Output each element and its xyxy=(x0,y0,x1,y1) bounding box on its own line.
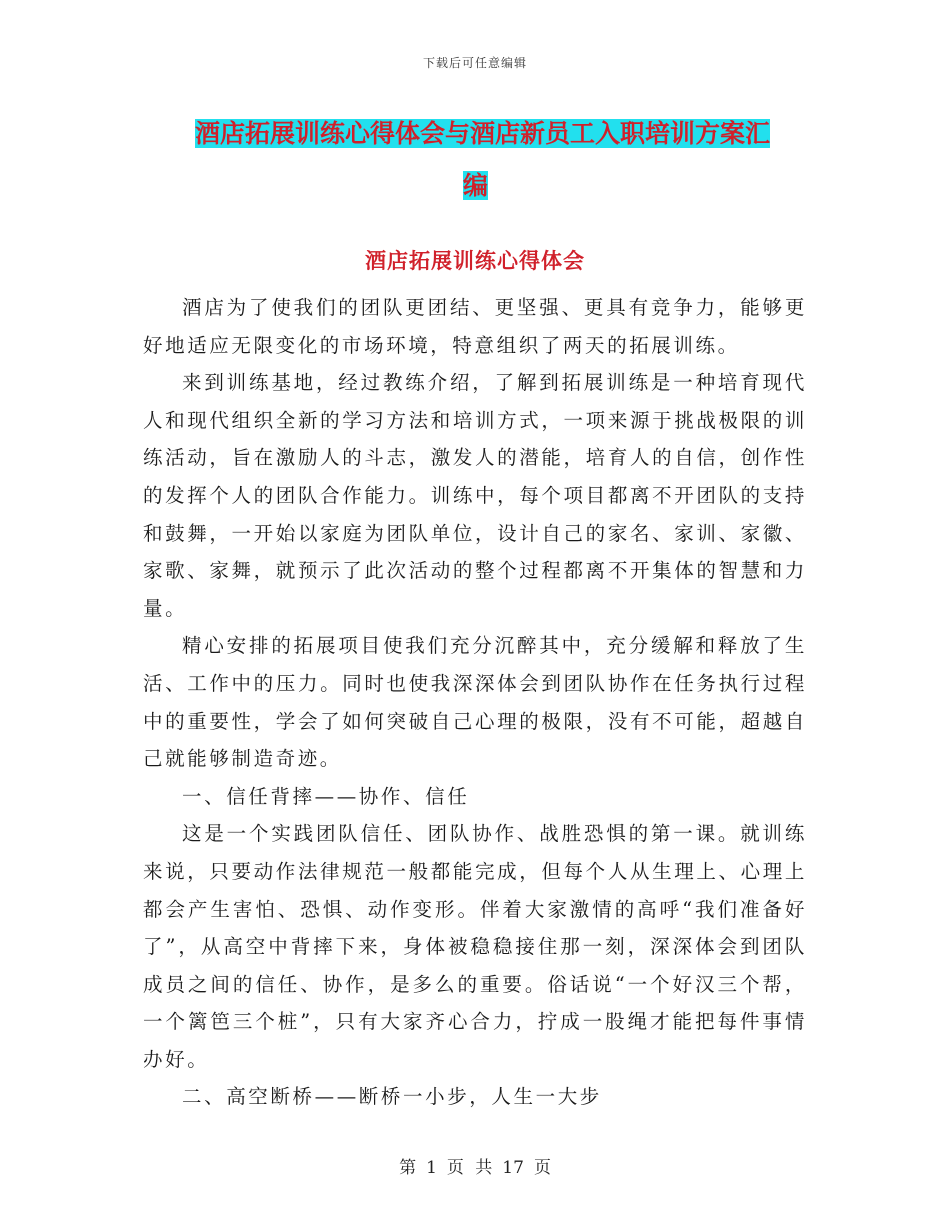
paragraph: 精心安排的拓展项目使我们充分沉醉其中，充分缓解和释放了生活、工作中的压力。同时也使我深深体会到团队协作在任务执行过程中的重要性，学会了如何突破自己心理的极限，没有不可能，超越自己就能够制造奇迹。 xyxy=(143,634,807,771)
paragraph: 酒店为了使我们的团队更团结、更坚强、更具有竞争力，能够更好地适应无限变化的市场环境，特意组织了两天的拓展训练。 xyxy=(143,296,807,357)
document-title-line-1: 酒店拓展训练心得体会与酒店新员工入职培训方案汇 xyxy=(195,119,771,148)
page-footer xyxy=(0,1153,950,1178)
section-title: 酒店拓展训练心得体会 xyxy=(365,248,585,273)
document-title xyxy=(195,108,805,212)
footer-total-pages: 17 xyxy=(502,1158,524,1178)
footer-suffix: 页 xyxy=(533,1158,551,1178)
footer-prefix: 第 xyxy=(399,1158,417,1178)
paragraph: 这是一个实践团队信任、团队协作、战胜恐惧的第一课。就训练来说，只要动作法律规范一般都能完成，但每个人从生理上、心理上都会产生害怕、恐惧、动作变形。伴着大家激情的高呼“我们准备好了”，从高空中背摔下来，身体被稳稳接住那一刻，深深体会到团队成员之间的信任、协作，是多么的重要。俗话说“一个好汉三个帮，一个篱笆三个桩”，只有大家齐心合力，拧成一股绳才能把每件事情办好。 xyxy=(143,822,807,1071)
subheading: 一、信任背摔——协作、信任 xyxy=(182,784,470,808)
document-title-line-2: 编 xyxy=(463,171,489,200)
paragraph: 来到训练基地，经过教练介绍，了解到拓展训练是一种培育现代人和现代组织全新的学习方法和培训方式，一项来源于挑战极限的训练活动，旨在激励人的斗志，激发人的潜能，培育人的自信，创作性的发挥个人的团队合作能力。训练中，每个项目都离不开团队的支持和鼓舞，一开始以家庭为团队单位，设计自己的家名、家训、家徽、家歌、家舞，就预示了此次活动的整个过程都离不开集体的智慧和力量。 xyxy=(143,371,807,620)
subheading: 二、高空断桥——断桥一小步，人生一大步 xyxy=(182,1085,602,1109)
document-body xyxy=(143,289,807,1116)
footer-page-number: 1 xyxy=(426,1158,437,1178)
footer-middle: 页 共 xyxy=(446,1158,493,1178)
header-note: 下载后可任意编辑 xyxy=(422,56,527,70)
